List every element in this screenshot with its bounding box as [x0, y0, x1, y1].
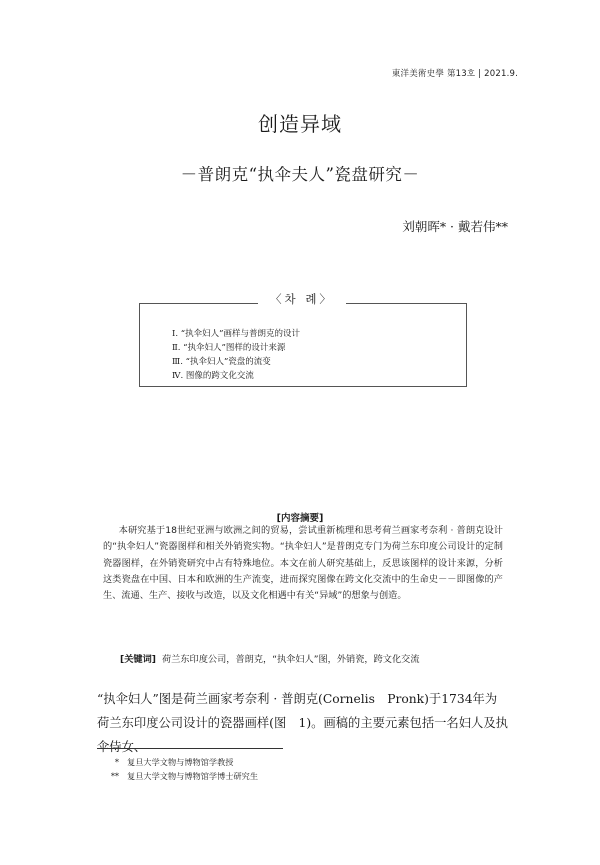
footnote-text: 复旦大学文物与博物馆学博士研究生: [127, 770, 259, 781]
keywords-text: 荷兰东印度公司，普朗克，“执伞妇人”图，外销瓷，跨文化交流: [161, 654, 420, 665]
abstract-body: 本研究基于18世纪亚洲与欧洲之间的贸易，尝试重新梳理和思考荷兰画家考奈利 · 普朗克设计的“执伞妇人”瓷器图样和相关外销瓷实物。“执伞妇人”是普朗克专门为荷兰东印度公司设计的定制瓷器图样，在外销瓷研究中占有特殊地位。本文在前人研究基础上，反思该图样的设计来源，分析这类瓷盘在中国、日本和欧洲的生产流变，进而探究图像在跨文化交流中的生命史－－即图像的产生、流通、生产、接收与改造，以及文化相遇中有关“异域”的想象与创造。: [103, 525, 503, 602]
footnote: [97, 770, 258, 784]
footnote-mark: **: [110, 770, 119, 781]
toc-list: [172, 327, 300, 383]
page-subtitle: －普朗克“执伞夫人”瓷盘研究－: [180, 165, 420, 184]
toc-heading: 〈차 례〉: [258, 291, 346, 307]
footnotes: [97, 756, 258, 783]
page-title: 创造异域: [258, 112, 342, 136]
body-paragraph: “执伞妇人”图是荷兰画家考奈利 · 普朗克(Cornelis Pronk)于1734年为荷兰东印度公司设计的瓷器画样(图 1)。画稿的主要元素包括一名妇人及执伞侍女、: [97, 692, 508, 754]
footnote: [97, 756, 258, 770]
footnote-divider: [97, 748, 283, 749]
keywords-label: [关键词]: [120, 654, 156, 665]
toc-item: Ⅳ. 图像的跨文化交流: [172, 371, 254, 381]
toc-item: Ⅰ. “执伞妇人”画样与普朗克的设计: [172, 329, 300, 339]
keywords: [120, 651, 420, 665]
authors: 刘朝晖* · 戴若伟**: [402, 219, 508, 234]
footnote-text: 复旦大学文物与博物馆学教授: [127, 757, 234, 767]
toc-item: Ⅲ. “执伞妇人”瓷盘的流变: [172, 357, 271, 367]
journal-info: 東洋美術史學 第13호 | 2021.9.: [391, 69, 518, 79]
footnote-mark: *: [114, 757, 119, 767]
abstract-heading: [内容摘要]: [276, 513, 324, 524]
toc-item: Ⅱ. “执伞妇人”图样的设计来源: [172, 343, 286, 353]
